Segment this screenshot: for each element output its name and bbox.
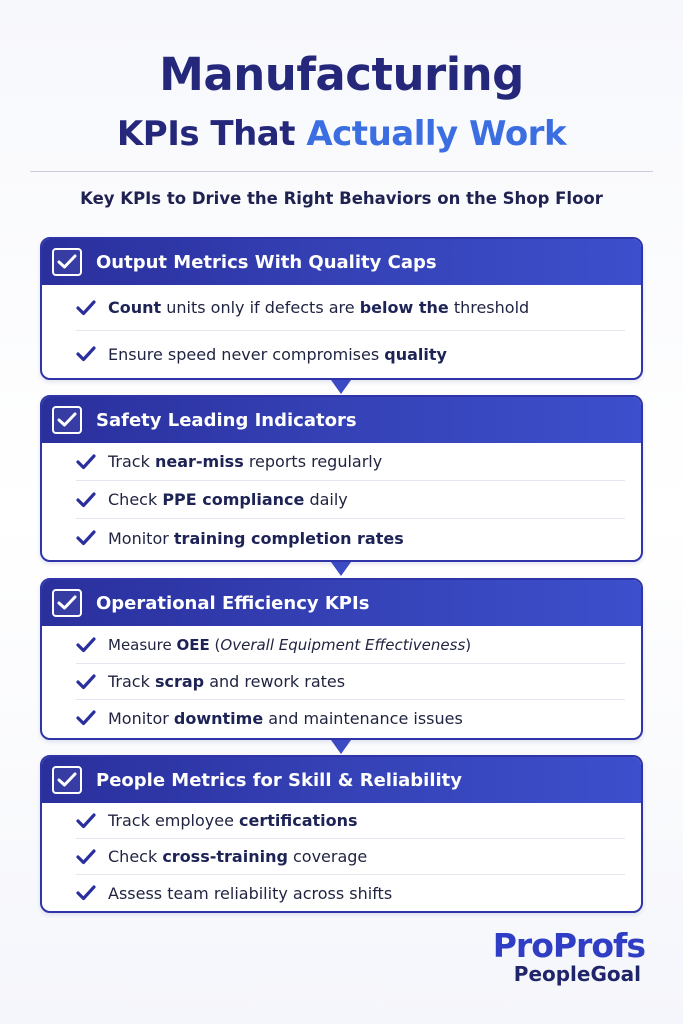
brand-logo: ProProfs: [492, 926, 645, 965]
list-item: [76, 803, 625, 839]
checkmark-icon: [76, 885, 98, 901]
section-title: Safety Leading Indicators: [96, 409, 357, 431]
checkmark-icon: [76, 492, 98, 508]
checkmark-icon: [76, 637, 98, 653]
item-text: Track near-miss reports regularly: [108, 452, 383, 471]
list-item: [76, 626, 625, 664]
checkmark-icon: [76, 300, 98, 316]
list-item: [76, 664, 625, 700]
checkbox-icon: [52, 589, 82, 617]
item-text: Measure OEE (Overall Equipment Effectiveness): [108, 635, 472, 654]
title-divider: [30, 171, 653, 172]
item-text: Ensure speed never compromises quality: [108, 344, 447, 364]
item-text: Check cross-training coverage: [108, 847, 368, 866]
section-card-people-metrics: [40, 755, 643, 913]
item-text: Monitor training completion rates: [108, 528, 404, 548]
section-title: Output Metrics With Quality Caps: [96, 251, 437, 273]
page-subtitle: Key KPIs to Drive the Right Behaviors on the Shop Floor: [80, 189, 603, 208]
title-line2-main: KPIs That: [116, 114, 307, 154]
page-title: Manufacturing: [159, 48, 524, 101]
section-card-output-metrics: [40, 237, 643, 380]
item-text: Check PPE compliance daily: [108, 490, 348, 509]
page-title-line2: [0, 114, 683, 154]
section-header: [42, 239, 641, 285]
list-item: [76, 875, 625, 911]
section-header: [42, 580, 641, 626]
item-text: Track employee certifications: [108, 811, 358, 830]
section-card-safety: [40, 395, 643, 562]
checkmark-icon: [76, 674, 98, 690]
section-title: People Metrics for Skill & Reliability: [96, 769, 463, 791]
checkmark-icon: [76, 530, 98, 546]
list-item: [76, 839, 625, 875]
checkbox-icon: [52, 766, 82, 794]
arrow-down-icon: [331, 380, 351, 394]
checkbox-icon: [52, 248, 82, 276]
list-item: [76, 700, 625, 736]
checkmark-icon: [76, 346, 98, 362]
title-line2-accent: Actually Work: [306, 114, 567, 154]
checkbox-icon: [52, 406, 82, 434]
checkmark-icon: [76, 849, 98, 865]
item-text: Monitor downtime and maintenance issues: [108, 708, 463, 728]
brand-logo-sub: PeopleGoal: [513, 962, 641, 986]
item-text: Count units only if defects are below the threshold: [108, 298, 530, 317]
list-item: [76, 285, 625, 331]
section-card-operational-efficiency: [40, 578, 643, 740]
section-header: [42, 397, 641, 443]
list-item: [76, 481, 625, 519]
checkmark-icon: [76, 454, 98, 470]
section-title: Operational Efficiency KPIs: [96, 592, 370, 614]
list-item: [76, 519, 625, 557]
item-text: Assess team reliability across shifts: [108, 883, 393, 903]
item-text: Track scrap and rework rates: [108, 672, 346, 691]
checkmark-icon: [76, 813, 98, 829]
checkmark-icon: [76, 710, 98, 726]
list-item: [76, 331, 625, 377]
list-item: [76, 443, 625, 481]
arrow-down-icon: [331, 740, 351, 754]
section-header: [42, 757, 641, 803]
arrow-down-icon: [331, 562, 351, 576]
